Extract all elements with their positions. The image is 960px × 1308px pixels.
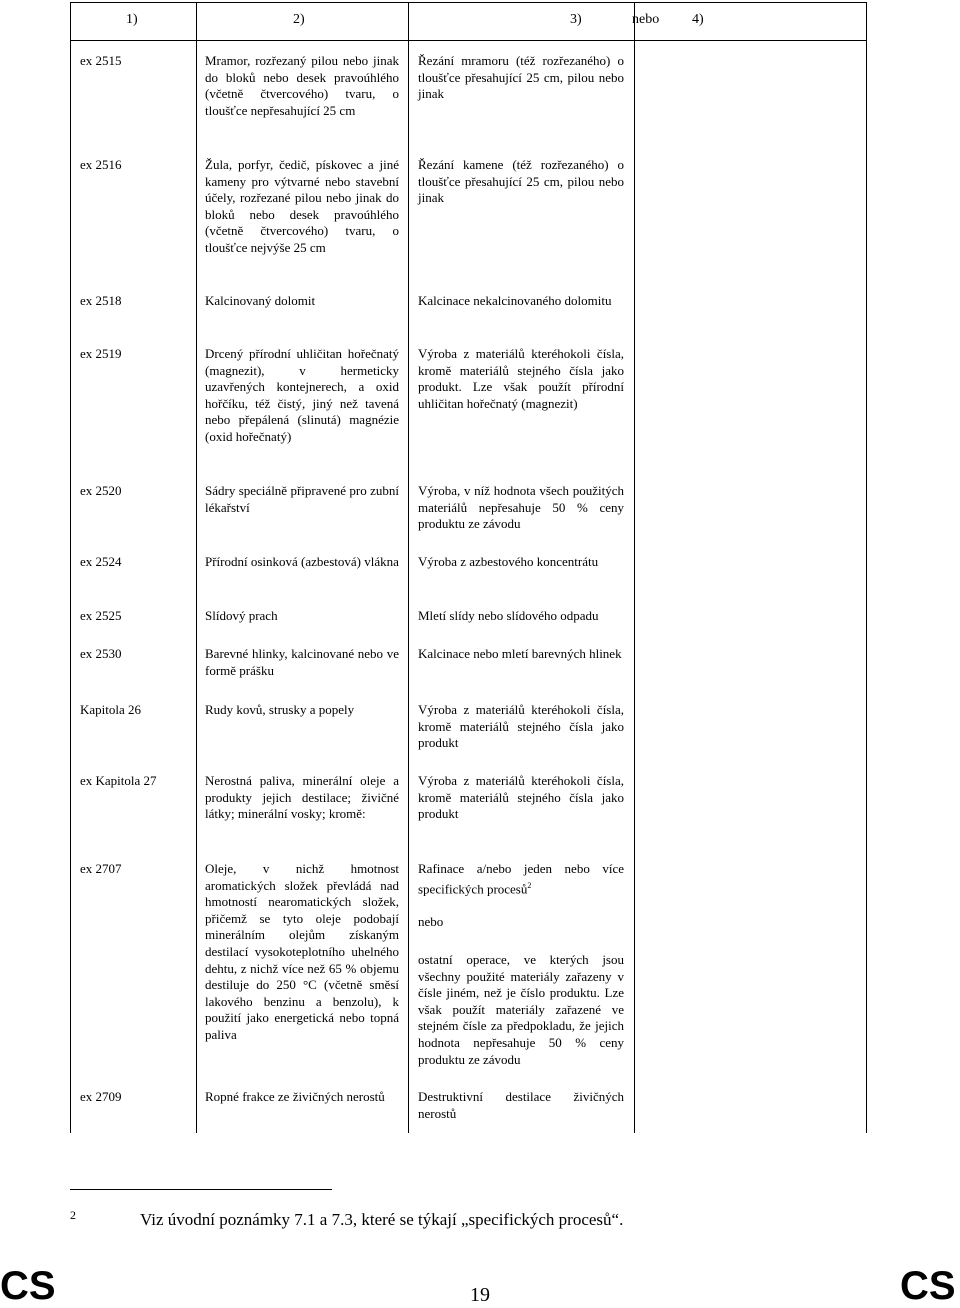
row-code: ex 2515 [80,53,122,68]
row-code: ex 2518 [80,293,122,308]
row-code: ex 2707 [80,861,122,876]
row-rule-part2: ostatní operace, ve kterých jsou všechny použité materiály zařazeny v čísle jiném, než je číslo produktu. Lze však použít materiály zařazené ve stejném čísle za předpokladu, že jejich hodnota nepřesahuje 50 % ceny produktu ze závodu [418,952,624,1067]
header-col2: 2) [293,12,305,27]
footnote-number: 2 [70,1208,76,1222]
row-rule: Řezání mramoru (též rozřezaného) o tloušťce přesahující 25 cm, pilou nebo jinak [418,53,624,102]
row-code: ex Kapitola 27 [80,773,157,788]
row-rule: Mletí slídy nebo slídového odpadu [418,608,599,623]
row-rule: Kalcinace nebo mletí barevných hlinek [418,646,622,661]
row-code: ex 2516 [80,157,122,172]
row-description: Přírodní osinková (azbestová) vlákna [205,554,399,569]
row-description: Barevné hlinky, kalcinované nebo ve formě prášku [205,646,399,678]
col-border-right [866,2,867,1133]
row-code: ex 2525 [80,608,122,623]
row-description: Drcený přírodní uhličitan hořečnatý (magnezit), v hermeticky uzavřených kontejnerech, a oxid hořčíku, též čistý, jiný než tavená nebo přepálená (slinutá) magnézie (oxid hořečnatý) [205,346,399,444]
row-code: ex 2524 [80,554,122,569]
row-rule-part1 [418,861,624,898]
row-description: Sádry speciálně připravené pro zubní lékařství [205,483,399,515]
header-col3: 3) [570,12,582,27]
page-number: 19 [470,1284,490,1306]
row-description: Slídový prach [205,608,278,623]
row-description: Rudy kovů, strusky a popely [205,702,355,717]
row-rule: Výroba z materiálů kteréhokoli čísla, kromě materiálů stejného čísla jako produkt [418,773,624,822]
row-description: Oleje, v nichž hmotnost aromatických složek převládá nad hmotností nearomatických složek, přičemž se tyto oleje podobají minerálním olejům získaným destilací vysokoteplotního uhelného dehtu, z nichž více než 65 % objemu destiluje do 250 °C (včetně směsí lakového benzinu a benzolu), k použití jako energetická nebo topná paliva [205,861,399,1042]
footnote-ref: 2 [527,880,532,890]
header-separator [70,40,867,41]
row-code: ex 2530 [80,646,122,661]
col-border-3 [634,2,635,1133]
row-description: Žula, porfyr, čedič, pískovec a jiné kameny pro výtvarné nebo stavební účely, rozřezané pilou nebo jinak do bloků nebo desek pravoúhlého (včetně čtvercového) tvaru, o tloušťce nejvýše 25 cm [205,157,399,255]
row-rule: Výroba z materiálů kteréhokoli čísla, kromě materiálů stejného čísla jako produkt. Lze však použít přírodní uhličitan hořečnatý (magnezit) [418,346,624,411]
row-description: Mramor, rozřezaný pilou nebo jinak do bloků nebo desek pravoúhlého (včetně čtvercového) tvaru, o tloušťce nepřesahující 25 cm [205,53,399,118]
col-border-2 [408,2,409,1133]
footnote-separator [70,1189,332,1190]
row-description: Ropné frakce ze živičných nerostů [205,1089,385,1104]
row-code: ex 2520 [80,483,122,498]
row-code: ex 2709 [80,1089,122,1104]
row-rule: Řezání kamene (též rozřezaného) o tloušťce přesahující 25 cm, pilou nebo jinak [418,157,624,206]
row-rule: Výroba z azbestového koncentrátu [418,554,599,569]
header-col1: 1) [126,12,138,27]
col-border-left [70,2,71,1133]
rule-text: Rafinace a/nebo jeden nebo více specifických procesů [418,861,624,896]
row-rule: Kalcinace nekalcinovaného dolomitu [418,293,612,308]
language-code-left: CS [0,1264,56,1308]
footnote-text: Viz úvodní poznámky 7.1 a 7.3, které se týkají „specifických procesů“. [140,1210,624,1229]
header-or: nebo [632,12,660,27]
row-description: Kalcinovaný dolomit [205,293,316,308]
row-rule: Destruktivní destilace živičných nerostů [418,1089,624,1121]
row-rule-or: nebo [418,914,444,929]
row-description: Nerostná paliva, minerální oleje a produkty jejich destilace; živičné látky; minerální vosky; kromě: [205,773,399,822]
row-rule: Výroba z materiálů kteréhokoli čísla, kromě materiálů stejného čísla jako produkt [418,702,624,751]
row-code: ex 2519 [80,346,122,361]
table-border-top [70,2,867,3]
row-rule: Výroba, v níž hodnota všech použitých materiálů nepřesahuje 50 % ceny produktu ze závodu [418,483,624,532]
row-code: Kapitola 26 [80,702,142,717]
language-code-right: CS [900,1264,956,1308]
header-col4: 4) [692,12,704,27]
